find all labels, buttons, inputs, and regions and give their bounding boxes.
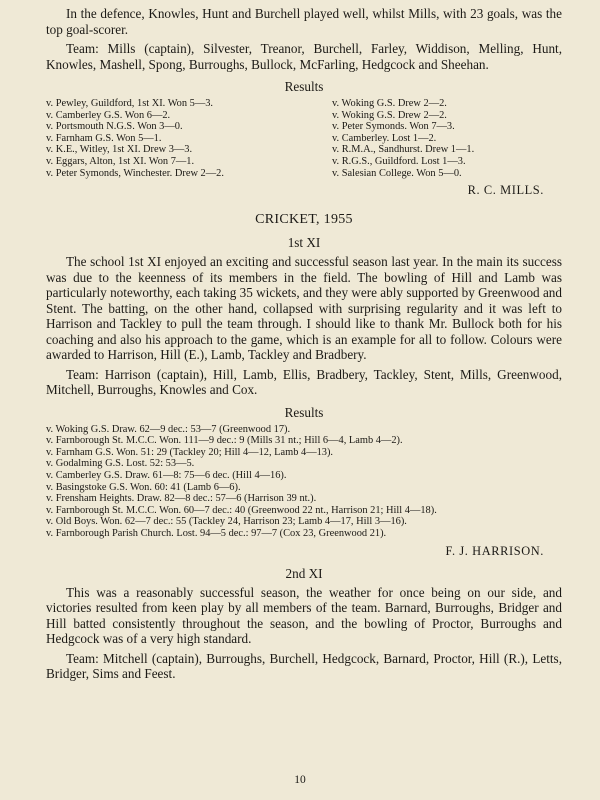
result-line: v. K.E., Witley, 1st XI. Drew 3—3. [46, 144, 193, 156]
page-number: 10 [294, 774, 306, 786]
football-results-right [332, 98, 562, 179]
result-line: v. Farnham G.S. Won 5—1. [46, 132, 162, 144]
football-results-heading: Results [284, 79, 324, 94]
result-line: v. Basingstoke G.S. Won. 60: 41 (Lamb 6—6). [46, 481, 241, 493]
result-line: v. Pewley, Guildford, 1st XI. Won 5—3. [46, 98, 214, 109]
result-line: v. Old Boys. Won. 62—7 dec.: 55 (Tackley 24, Harrison 23; Lamb 4—17, Hill 3—16). [46, 516, 407, 528]
result-line: v. Camberley. Lost 1—2. [332, 132, 437, 144]
result-line: v. Woking G.S. Drew 2—2. [332, 98, 447, 109]
result-line: v. Farnborough Parish Church. Lost. 94—5 dec.: 97—7 (Cox 23, Greenwood 21). [46, 528, 387, 539]
first-xi-results-heading: Results [284, 404, 324, 420]
first-xi-signature: F. J. HARRISON. [445, 543, 544, 558]
first-xi-heading: 1st XI [287, 235, 321, 251]
result-line: v. Eggars, Alton, 1st XI. Won 7—1. [46, 155, 195, 167]
result-line: v. Frensham Heights. Draw. 82—8 dec.: 57—6 (Harrison 39 nt.). [46, 493, 317, 505]
football-results [46, 98, 562, 179]
result-line: v. Farnham G.S. Won. 51: 29 (Tackley 20; Hill 4—12, Lamb 4—13). [46, 446, 334, 458]
result-line: v. Woking G.S. Draw. 62—9 dec.: 53—7 (Greenwood 17). [46, 423, 291, 435]
result-line: v. Godalming G.S. Lost. 52: 53—5. [46, 458, 195, 470]
football-team: Team: Mills (captain), Silvester, Treanor, Burchell, Farley, Widdison, Melling, Hunt, Knowles, Mashell, Spong, Burroughs, Bullock, McFarling, Hedgcock and Sheehan. [46, 41, 562, 72]
result-line: v. Peter Symonds. Won 7—3. [332, 121, 455, 133]
second-xi-team: Team: Mitchell (captain), Burroughs, Burchell, Hedgcock, Barnard, Proctor, Hill (R.), Letts, Bridger, Sims and Feest. [46, 650, 562, 682]
first-xi-results [46, 424, 562, 540]
first-xi-team: Team: Harrison (captain), Hill, Lamb, Ellis, Bradbery, Tackley, Stent, Mills, Greenwood, Mitchell, Burroughs, Knowles and Cox. [46, 366, 562, 398]
second-xi-heading: 2nd XI [285, 565, 323, 581]
result-line: v. Peter Symonds, Winchester. Drew 2—2. [46, 167, 224, 179]
result-line: v. Camberley G.S. Won 6—2. [46, 109, 171, 121]
result-line: v. Portsmouth N.G.S. Won 3—0. [46, 121, 183, 133]
result-line: v. R.M.A., Sandhurst. Drew 1—1. [332, 144, 475, 156]
football-intro: In the defence, Knowles, Hunt and Burchell played well, whilst Mills, with 23 goals, was the top goal-scorer. [46, 6, 562, 37]
result-line: v. R.G.S., Guildford. Lost 1—3. [332, 155, 466, 167]
result-line: v. Salesian College. Won 5—0. [332, 167, 462, 179]
result-line: v. Farnborough St. M.C.C. Won. 60—7 dec.: 40 (Greenwood 22 nt., Harrison 21; Hill 4—18). [46, 504, 437, 516]
result-line: v. Woking G.S. Drew 2—2. [332, 109, 447, 121]
first-xi-report: The school 1st XI enjoyed an exciting and successful season last year. In the main its success was due to the keenness of its members in the field. The bowling of Hill and Lamb was particularly noteworthy, each taking 35 wickets, and they were ably supported by Greenwood and Stent. The batting, on the other hand, collapsed with surprising regularity and it was left to Harrison and Tackley to pull the team through. I should like to thank Mr. Bullock both for his coaching and also his approach to the game, which is an example for all to follow. Colours were awarded to Harrison, Hill (E.), Lamb, Tackley and Bradbery. [46, 254, 562, 363]
cricket-title: CRICKET, 1955 [255, 212, 353, 228]
result-line: v. Farnborough St. M.C.C. Won. 111—9 dec.: 9 (Mills 31 nt.; Hill 6—4, Lamb 4—2). [46, 435, 403, 447]
football-signature: R. C. MILLS. [467, 183, 544, 198]
result-line: v. Camberley G.S. Draw. 61—8: 75—6 dec. (Hill 4—16). [46, 470, 287, 482]
second-xi-report: This was a reasonably successful season, the weather for once being on our side, and victories resulted from keen play by all members of the team. Barnard, Burroughs, Bridger and Hill batted consistently throughout the season, and the bowling of Proctor, Burroughs and Hedgcock was of a very high standard. [46, 584, 562, 647]
football-results-left [46, 98, 332, 179]
